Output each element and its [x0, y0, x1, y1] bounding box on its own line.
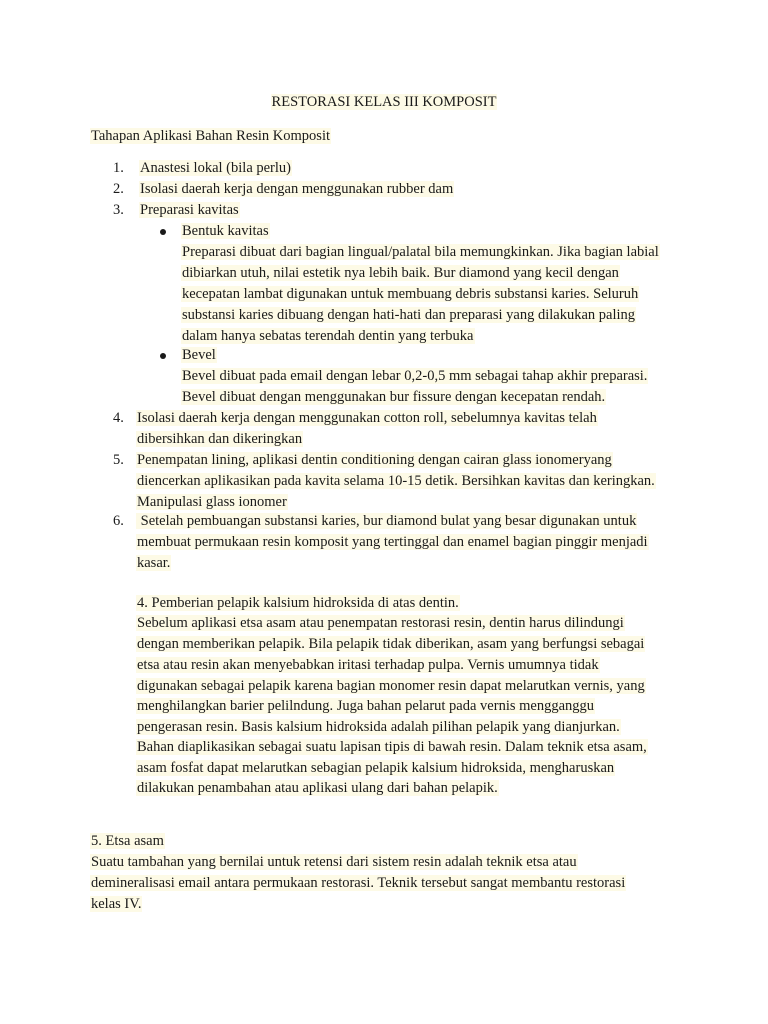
paragraph-line: kelas IV.: [91, 896, 142, 912]
list-number: 2.: [113, 181, 124, 197]
bullet-line: Bevel dibuat dengan menggunakan bur fissure dengan kecepatan rendah.: [182, 389, 606, 405]
list-item-line: membuat permukaan resin komposit yang tertinggal dan enamel bagian pinggir menjadi: [137, 534, 648, 550]
list-item-line: Isolasi daerah kerja dengan menggunakan rubber dam: [140, 181, 454, 197]
list-item-line: dibersihkan dan dikeringkan: [137, 431, 303, 447]
paragraph-line: dengan memberikan pelapik. Bila pelapik tidak diberikan, asam yang berfungsi sebagai: [137, 636, 645, 652]
paragraph-line: dilakukan penambahan atau aplikasi ulang dari bahan pelapik.: [137, 780, 498, 796]
bullet-icon: [160, 229, 166, 235]
paragraph-line: etsa atau resin akan menyebabkan iritasi terhadap pulpa. Vernis umumnya tidak: [137, 657, 599, 673]
bullet-icon: [160, 353, 166, 359]
paragraph-line: Suatu tambahan yang bernilai untuk retensi dari sistem resin adalah teknik etsa atau: [91, 854, 577, 870]
paragraph-line: Sebelum aplikasi etsa asam atau penempatan restorasi resin, dentin harus dilindungi: [137, 615, 624, 631]
list-item-line: kasar.: [137, 555, 171, 571]
paragraph-heading: 4. Pemberian pelapik kalsium hidroksida di atas dentin.: [137, 595, 459, 611]
bullet-line: substansi karies dibuang dengan hati-hati dan preparasi yang dilakukan paling: [182, 307, 635, 323]
list-number: 3.: [113, 202, 124, 218]
bullet-line: dalam hanya sebatas terendah dentin yang terbuka: [182, 328, 474, 344]
list-item-line: Isolasi daerah kerja dengan menggunakan cotton roll, sebelumnya kavitas telah: [137, 410, 597, 426]
document-title: RESTORASI KELAS III KOMPOSIT: [271, 94, 497, 110]
list-item-line: Preparasi kavitas: [140, 202, 239, 218]
list-item-line: Manipulasi glass ionomer: [137, 494, 287, 510]
list-item-line: Anastesi lokal (bila perlu): [140, 160, 291, 176]
paragraph-line: demineralisasi email antara permukaan restorasi. Teknik tersebut sangat membantu restorasi: [91, 875, 626, 891]
paragraph-heading: 5. Etsa asam: [91, 833, 164, 849]
list-number: 4.: [113, 410, 124, 426]
list-number: 6.: [113, 513, 124, 529]
bullet-line: kecepatan lambat digunakan untuk membuang debris substansi karies. Seluruh: [182, 286, 639, 302]
section-subtitle: Tahapan Aplikasi Bahan Resin Komposit: [91, 128, 331, 144]
paragraph-line: menghilangkan barier pelilndung. Juga bahan pelarut pada vernis mengganggu: [137, 698, 595, 714]
paragraph-line: pengerasan resin. Basis kalsium hidroksida adalah pilihan pelapik yang dianjurkan.: [137, 719, 620, 735]
list-item-line: diencerkan aplikasikan pada kavita selama 10-15 detik. Bersihkan kavitas dan keringkan.: [137, 473, 655, 489]
list-number: 5.: [113, 452, 124, 468]
paragraph-line: Bahan diaplikasikan sebagai suatu lapisan tipis di bawah resin. Dalam teknik etsa asam,: [137, 739, 647, 755]
bullet-heading: Bevel: [182, 347, 216, 363]
paragraph-line: asam fosfat dapat melarutkan sebagian pelapik kalsium hidroksida, mengharuskan: [137, 760, 615, 776]
bullet-line: dibiarkan utuh, nilai estetik nya lebih baik. Bur diamond yang kecil dengan: [182, 265, 619, 281]
paragraph-line: digunakan sebagai pelapik karena bagian monomer resin dapat melarutkan vernis, yang: [137, 678, 645, 694]
bullet-heading: Bentuk kavitas: [182, 223, 269, 239]
list-item-line: Penempatan lining, aplikasi dentin conditioning dengan cairan glass ionomeryang: [137, 452, 612, 468]
list-item-line: Setelah pembuangan substansi karies, bur diamond bulat yang besar digunakan untuk: [137, 513, 637, 529]
list-number: 1.: [113, 160, 124, 176]
bullet-line: Preparasi dibuat dari bagian lingual/palatal bila memungkinkan. Jika bagian labial: [182, 244, 659, 260]
bullet-line: Bevel dibuat pada email dengan lebar 0,2-0,5 mm sebagai tahap akhir preparasi.: [182, 368, 648, 384]
